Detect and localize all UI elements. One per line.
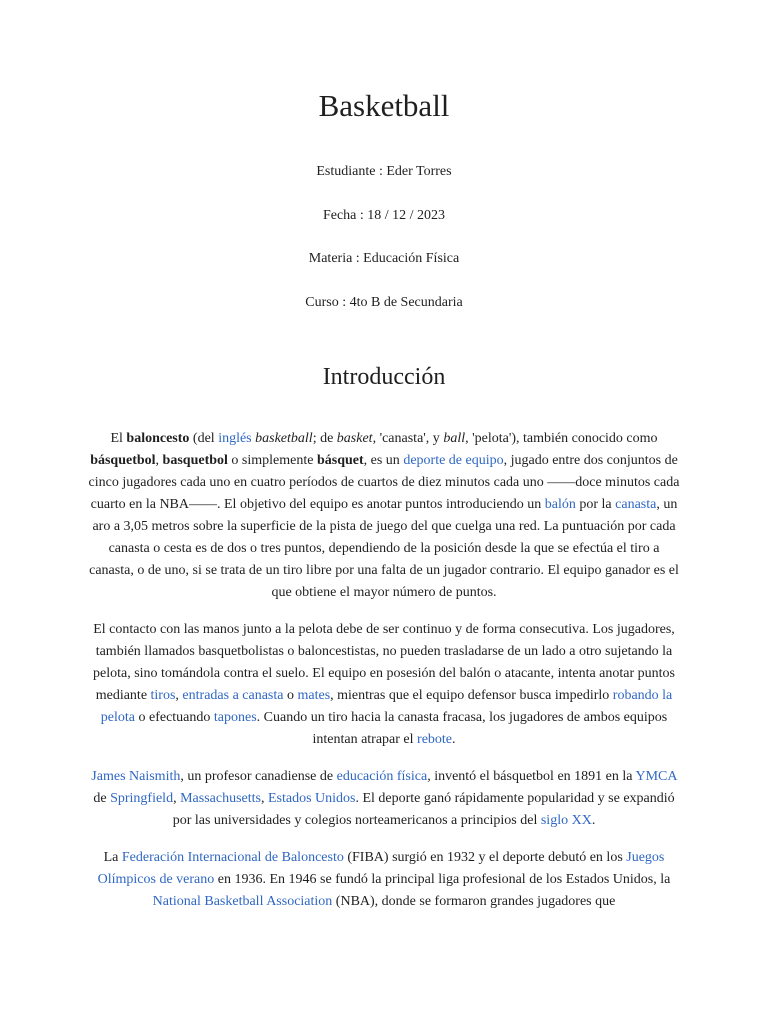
link-massachusetts[interactable]: Massachusetts bbox=[180, 791, 261, 806]
link-siglo-xx[interactable]: siglo XX bbox=[540, 813, 592, 828]
text: La bbox=[103, 850, 122, 865]
text: , bbox=[260, 791, 268, 806]
text: (NBA), donde se formaron grandes jugadores que bbox=[332, 894, 616, 909]
text: o simplemente bbox=[227, 453, 317, 468]
text: , mientras que el equipo defensor busca impedirlo bbox=[330, 688, 613, 703]
text: , bbox=[175, 688, 183, 703]
text: , inventó el básquetbol en 1891 en la bbox=[427, 769, 636, 784]
bold-term: básquetbol bbox=[90, 453, 156, 468]
link-canasta[interactable]: canasta bbox=[615, 497, 657, 512]
link-educacion-fisica[interactable]: educación física bbox=[336, 769, 428, 784]
text: de bbox=[93, 791, 111, 806]
subject-line: Materia : Educación Física bbox=[308, 251, 460, 266]
text: El bbox=[110, 431, 127, 446]
bold-term: baloncesto bbox=[126, 431, 190, 446]
bold-term: basquetbol bbox=[162, 453, 228, 468]
italic-term: basket bbox=[336, 431, 373, 446]
link-balon[interactable]: balón bbox=[544, 497, 576, 512]
link-rebote[interactable]: rebote bbox=[417, 732, 453, 747]
course-line: Curso : 4to B de Secundaria bbox=[305, 295, 463, 310]
link-entradas-a-canasta[interactable]: entradas a canasta bbox=[182, 688, 284, 703]
text: ; de bbox=[312, 431, 337, 446]
link-tiros[interactable]: tiros bbox=[150, 688, 176, 703]
text: por la bbox=[575, 497, 616, 512]
link-mates[interactable]: mates bbox=[297, 688, 331, 703]
text: . El deporte ganó rápidamente popularidad y se expandió por las universidades y colegios norteamericanos a principios del bbox=[172, 791, 675, 828]
paragraph-3 bbox=[88, 766, 680, 832]
text: . bbox=[591, 813, 596, 828]
italic-term: basketball bbox=[255, 431, 313, 446]
section-title: Introducción bbox=[322, 364, 446, 390]
link-springfield[interactable]: Springfield bbox=[110, 791, 174, 806]
text: , jugado entre dos conjuntos de cinco jugadores cada uno en cuatro períodos de cuartos de diez minutos cada uno ——doce minutos cada cuarto en la NBA——. El objetivo del equipo es anotar puntos introduciendo un bbox=[88, 453, 680, 512]
paragraph-1 bbox=[88, 428, 680, 604]
link-nba[interactable]: National Basketball Association bbox=[152, 894, 333, 909]
text: , es un bbox=[363, 453, 404, 468]
text: . Cuando un tiro hacia la canasta fracasa, los jugadores de ambos equipos intentan atrapar el bbox=[256, 710, 668, 747]
link-fiba[interactable]: Federación Internacional de Baloncesto bbox=[121, 850, 344, 865]
student-line: Estudiante : Eder Torres bbox=[316, 164, 452, 179]
text: o efectuando bbox=[134, 710, 214, 725]
link-juegos-olimpicos[interactable]: Juegos Olímpicos de verano bbox=[97, 850, 665, 887]
text: , bbox=[155, 453, 163, 468]
body-text bbox=[88, 428, 680, 928]
text: El contacto con las manos junto a la pelota debe de ser continuo y de forma consecutiva. Los jugadores, también llamados basquetbolistas o baloncestistas, no pueden trasladarse de un lado a otro sujetando la pelota, sino tomándola contra el suelo. El equipo en posesión del balón o atacante, intenta anotar puntos mediante bbox=[92, 622, 675, 703]
document-title: Basketball bbox=[318, 88, 450, 123]
bold-term: básquet bbox=[316, 453, 364, 468]
link-robando-la-pelota[interactable]: robando la pelota bbox=[100, 688, 673, 725]
text: (FIBA) surgió en 1932 y el deporte debutó en los bbox=[343, 850, 627, 865]
paragraph-4 bbox=[88, 847, 680, 913]
paragraph-2 bbox=[88, 619, 680, 751]
italic-term: ball bbox=[443, 431, 466, 446]
text: , 'pelota'), también conocido como bbox=[465, 431, 658, 446]
text: , 'canasta', y bbox=[372, 431, 444, 446]
link-ymca[interactable]: YMCA bbox=[635, 769, 677, 784]
link-estados-unidos[interactable]: Estados Unidos bbox=[267, 791, 356, 806]
text: (del bbox=[189, 431, 219, 446]
text: , bbox=[173, 791, 181, 806]
link-tapones[interactable]: tapones bbox=[213, 710, 257, 725]
link-deporte-de-equipo[interactable]: deporte de equipo bbox=[403, 453, 504, 468]
text: , un aro a 3,05 metros sobre la superficie de la pista de juego del que cuelga una red. La puntuación por cada canasta o cesta es de dos o tres puntos, dependiendo de la posición desde la que se efectúa el tiro a canasta, o de uno, si se trata de un tiro libre por una falta de un jugador contrario. El equipo ganador es el que obtiene el mayor número de puntos. bbox=[89, 497, 679, 600]
text: o bbox=[283, 688, 298, 703]
text: . bbox=[452, 732, 456, 747]
link-ingles[interactable]: inglés bbox=[218, 431, 252, 446]
link-james-naismith[interactable]: James Naismith bbox=[91, 769, 181, 784]
text: en 1936. En 1946 se fundó la principal liga profesional de los Estados Unidos, la bbox=[214, 872, 671, 887]
text: , un profesor canadiense de bbox=[180, 769, 337, 784]
date-line: Fecha : 18 / 12 / 2023 bbox=[322, 208, 446, 223]
